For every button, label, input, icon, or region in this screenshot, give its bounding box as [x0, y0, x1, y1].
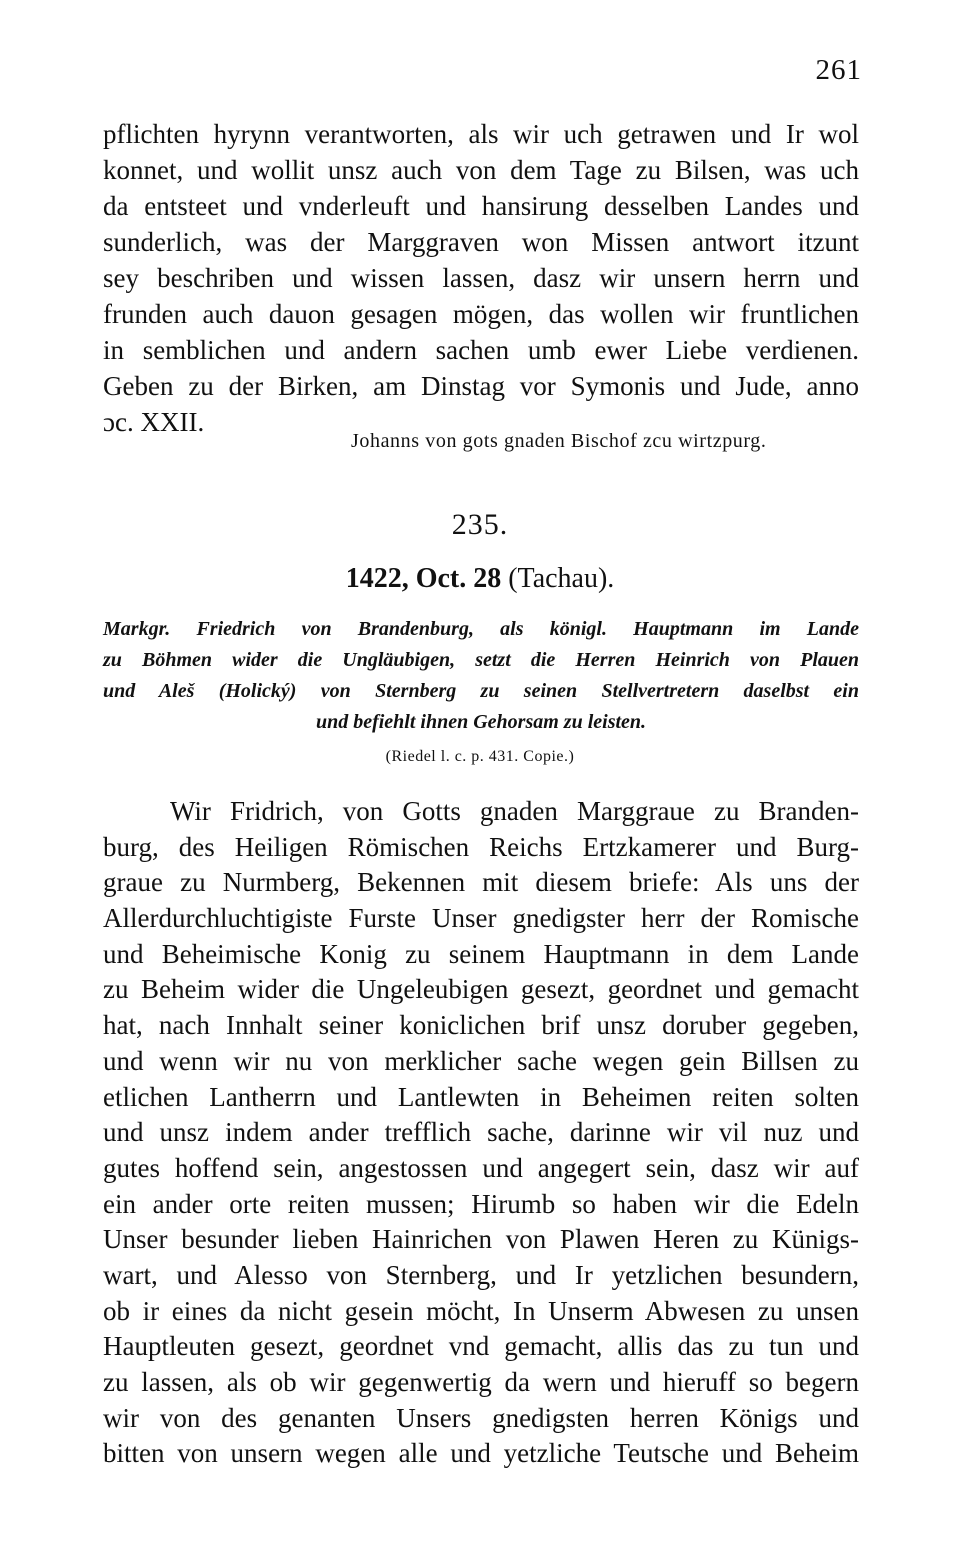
- text-line: und unsz indem ander trefflich sache, darinne wir vil nuz und: [103, 1117, 859, 1148]
- document-summary: [103, 614, 859, 738]
- text-line: ob ir eines da nicht gesein möcht, In Unserm Abwesen zu unsen: [103, 1295, 859, 1326]
- text-line: etlichen Lantherrn und Lantlewten in Beheimen reiten solten: [103, 1081, 859, 1112]
- text-line: und Beheimische Konig zu seinem Hauptmann in dem Lande: [103, 938, 859, 969]
- text-line: graue zu Nurmberg, Bekennen mit diesem briefe: Als uns der: [103, 867, 859, 898]
- summary-line: zu Böhmen wider die Ungläubigen, setzt die Herren Heinrich von Plauen: [103, 649, 859, 671]
- document-number: 235.: [451, 508, 509, 541]
- text-line: bitten von unsern wegen alle und yetzliche Teutsche und Beheim: [103, 1438, 859, 1469]
- text-line: in semblichen und andern sachen umb ewer Liebe verdienen.: [103, 335, 859, 365]
- text-line: pflichten hyrynn verantworten, als wir uch getrawen und Ir wol: [103, 119, 859, 149]
- text-line: Hauptleuten gesezt, geordnet vnd gemacht, allis das zu tun und: [103, 1331, 859, 1362]
- text-line: da entsteet und vnderleuft und hansirung desselben Landes und: [103, 191, 859, 221]
- text-line: Unser besunder lieben Hainrichen von Plawen Heren zu Künigs-: [103, 1224, 859, 1255]
- page-number: 261: [815, 54, 862, 86]
- text-line: gutes hoffend sein, angestossen und angegert sein, dasz wir auf: [103, 1152, 859, 1183]
- summary-line: Markgr. Friedrich von Brandenburg, als königl. Hauptmann im Lande: [103, 618, 859, 640]
- text-line: wart, und Alesso von Sternberg, und Ir yetzlichen besundern,: [103, 1259, 859, 1290]
- document-body-text: [103, 794, 859, 1472]
- text-line: ein ander orte reiten mussen; Hirumb so haben wir die Edeln: [103, 1188, 859, 1219]
- text-line: Wir Fridrich, von Gotts gnaden Marggraue zu Branden-: [170, 796, 859, 826]
- signature-line: Johanns von gots gnaden Bischof zcu wirtzpurg.: [351, 430, 767, 452]
- text-line: ɔc. XXII.: [103, 407, 205, 437]
- document-place: (Tachau).: [508, 563, 615, 594]
- text-line: konnet, und wollit unsz auch von dem Tage zu Bilsen, was uch: [103, 155, 859, 185]
- text-line: Geben zu der Birken, am Dinstag vor Symonis und Jude, anno: [103, 371, 859, 401]
- text-line: sunderlich, was der Marggraven won Missen antwort itzunt: [103, 227, 859, 257]
- source-citation: (Riedel l. c. p. 431. Copie.): [385, 748, 575, 765]
- letter-end-text: [103, 116, 859, 440]
- text-line: zu Beheim wider die Ungeleubigen gesezt, geordnet und gemacht: [103, 974, 859, 1005]
- document-date-heading: [0, 563, 960, 595]
- summary-line: und befiehlt ihnen Gehorsam zu leisten.: [315, 711, 647, 733]
- text-line: burg, des Heiligen Römischen Reichs Ertzkamerer und Burg-: [103, 831, 859, 862]
- text-line: Allerdurchluchtigiste Furste Unser gnedigster herr der Romische: [103, 903, 859, 934]
- summary-line: und Aleš (Holický) von Sternberg zu seinen Stellvertretern daselbst ein: [103, 680, 859, 702]
- text-line: sey beschriben und wissen lassen, dasz wir unsern herrn und: [103, 263, 859, 293]
- text-line: zu lassen, als ob wir gegenwertig da wern und hieruff so begern: [103, 1367, 859, 1397]
- text-line: und wenn wir nu von merklicher sache wegen gein Billsen zu: [103, 1045, 859, 1076]
- text-line: frunden auch dauon gesagen mögen, das wollen wir fruntlichen: [103, 299, 859, 329]
- document-date: 1422, Oct. 28: [345, 563, 502, 594]
- text-line: wir von des genanten Unsers gnedigsten herren Königs und: [103, 1402, 859, 1433]
- text-line: hat, nach Innhalt seiner koniclichen brif unsz doruber gegeben,: [103, 1010, 859, 1041]
